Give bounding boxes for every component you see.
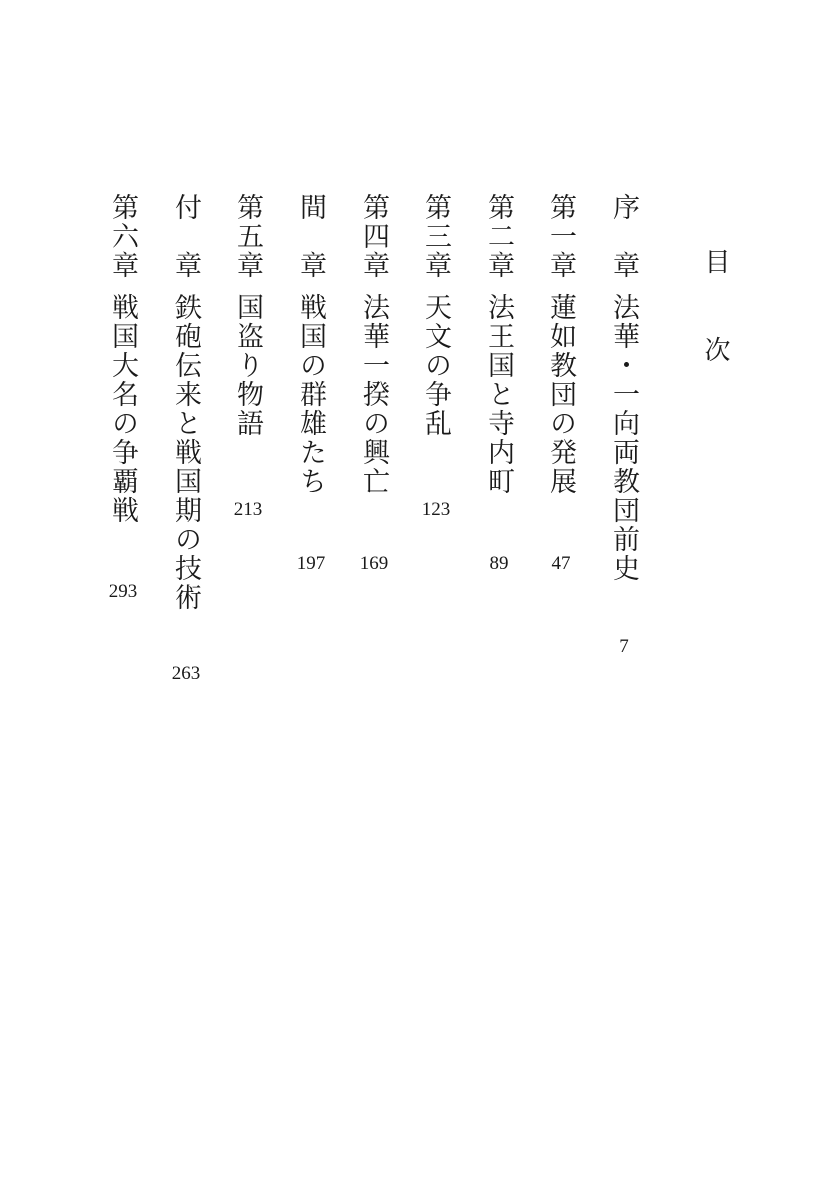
toc-entry[interactable]	[293, 193, 333, 713]
toc-entry[interactable]	[356, 193, 396, 713]
page-number: 263	[171, 663, 201, 684]
toc-entry[interactable]	[543, 193, 583, 713]
toc-entry[interactable]	[606, 193, 646, 713]
chapter-label: 序 章	[608, 193, 639, 280]
chapter-title: 法華一揆の興亡	[358, 293, 389, 496]
chapter-label: 第一章	[545, 193, 576, 280]
page-number: 213	[233, 499, 263, 520]
toc-entry[interactable]	[105, 193, 145, 713]
chapter-title: 蓮如教団の発展	[545, 293, 576, 496]
chapter-label: 第六章	[107, 193, 138, 280]
page-number: 123	[421, 499, 451, 520]
chapter-label: 間 章	[295, 193, 326, 280]
toc-heading: 目 次	[700, 248, 730, 380]
chapter-title: 天文の争乱	[420, 293, 451, 438]
page-number: 197	[296, 553, 326, 574]
chapter-label: 付 章	[170, 193, 201, 280]
toc-entry[interactable]	[168, 193, 208, 713]
toc-entry[interactable]	[418, 193, 458, 713]
toc-entry[interactable]	[481, 193, 521, 713]
page-number: 169	[359, 553, 389, 574]
chapter-label: 第二章	[483, 193, 514, 280]
chapter-label: 第三章	[420, 193, 451, 280]
page-number: 47	[551, 553, 571, 574]
chapter-label: 第五章	[232, 193, 263, 280]
chapter-title: 戦国大名の争覇戦	[107, 293, 138, 525]
chapter-title: 戦国の群雄たち	[295, 293, 326, 496]
page-number: 293	[108, 581, 138, 602]
chapter-title: 国盗り物語	[232, 293, 263, 438]
chapter-title: 鉄砲伝来と戦国期の技術	[170, 293, 201, 612]
chapter-title: 法王国と寺内町	[483, 293, 514, 496]
chapter-title: 法華・一向両教団前史	[608, 293, 639, 583]
toc-entry[interactable]	[230, 193, 270, 713]
chapter-label: 第四章	[358, 193, 389, 280]
page-number: 7	[619, 636, 629, 657]
page-number: 89	[489, 553, 509, 574]
